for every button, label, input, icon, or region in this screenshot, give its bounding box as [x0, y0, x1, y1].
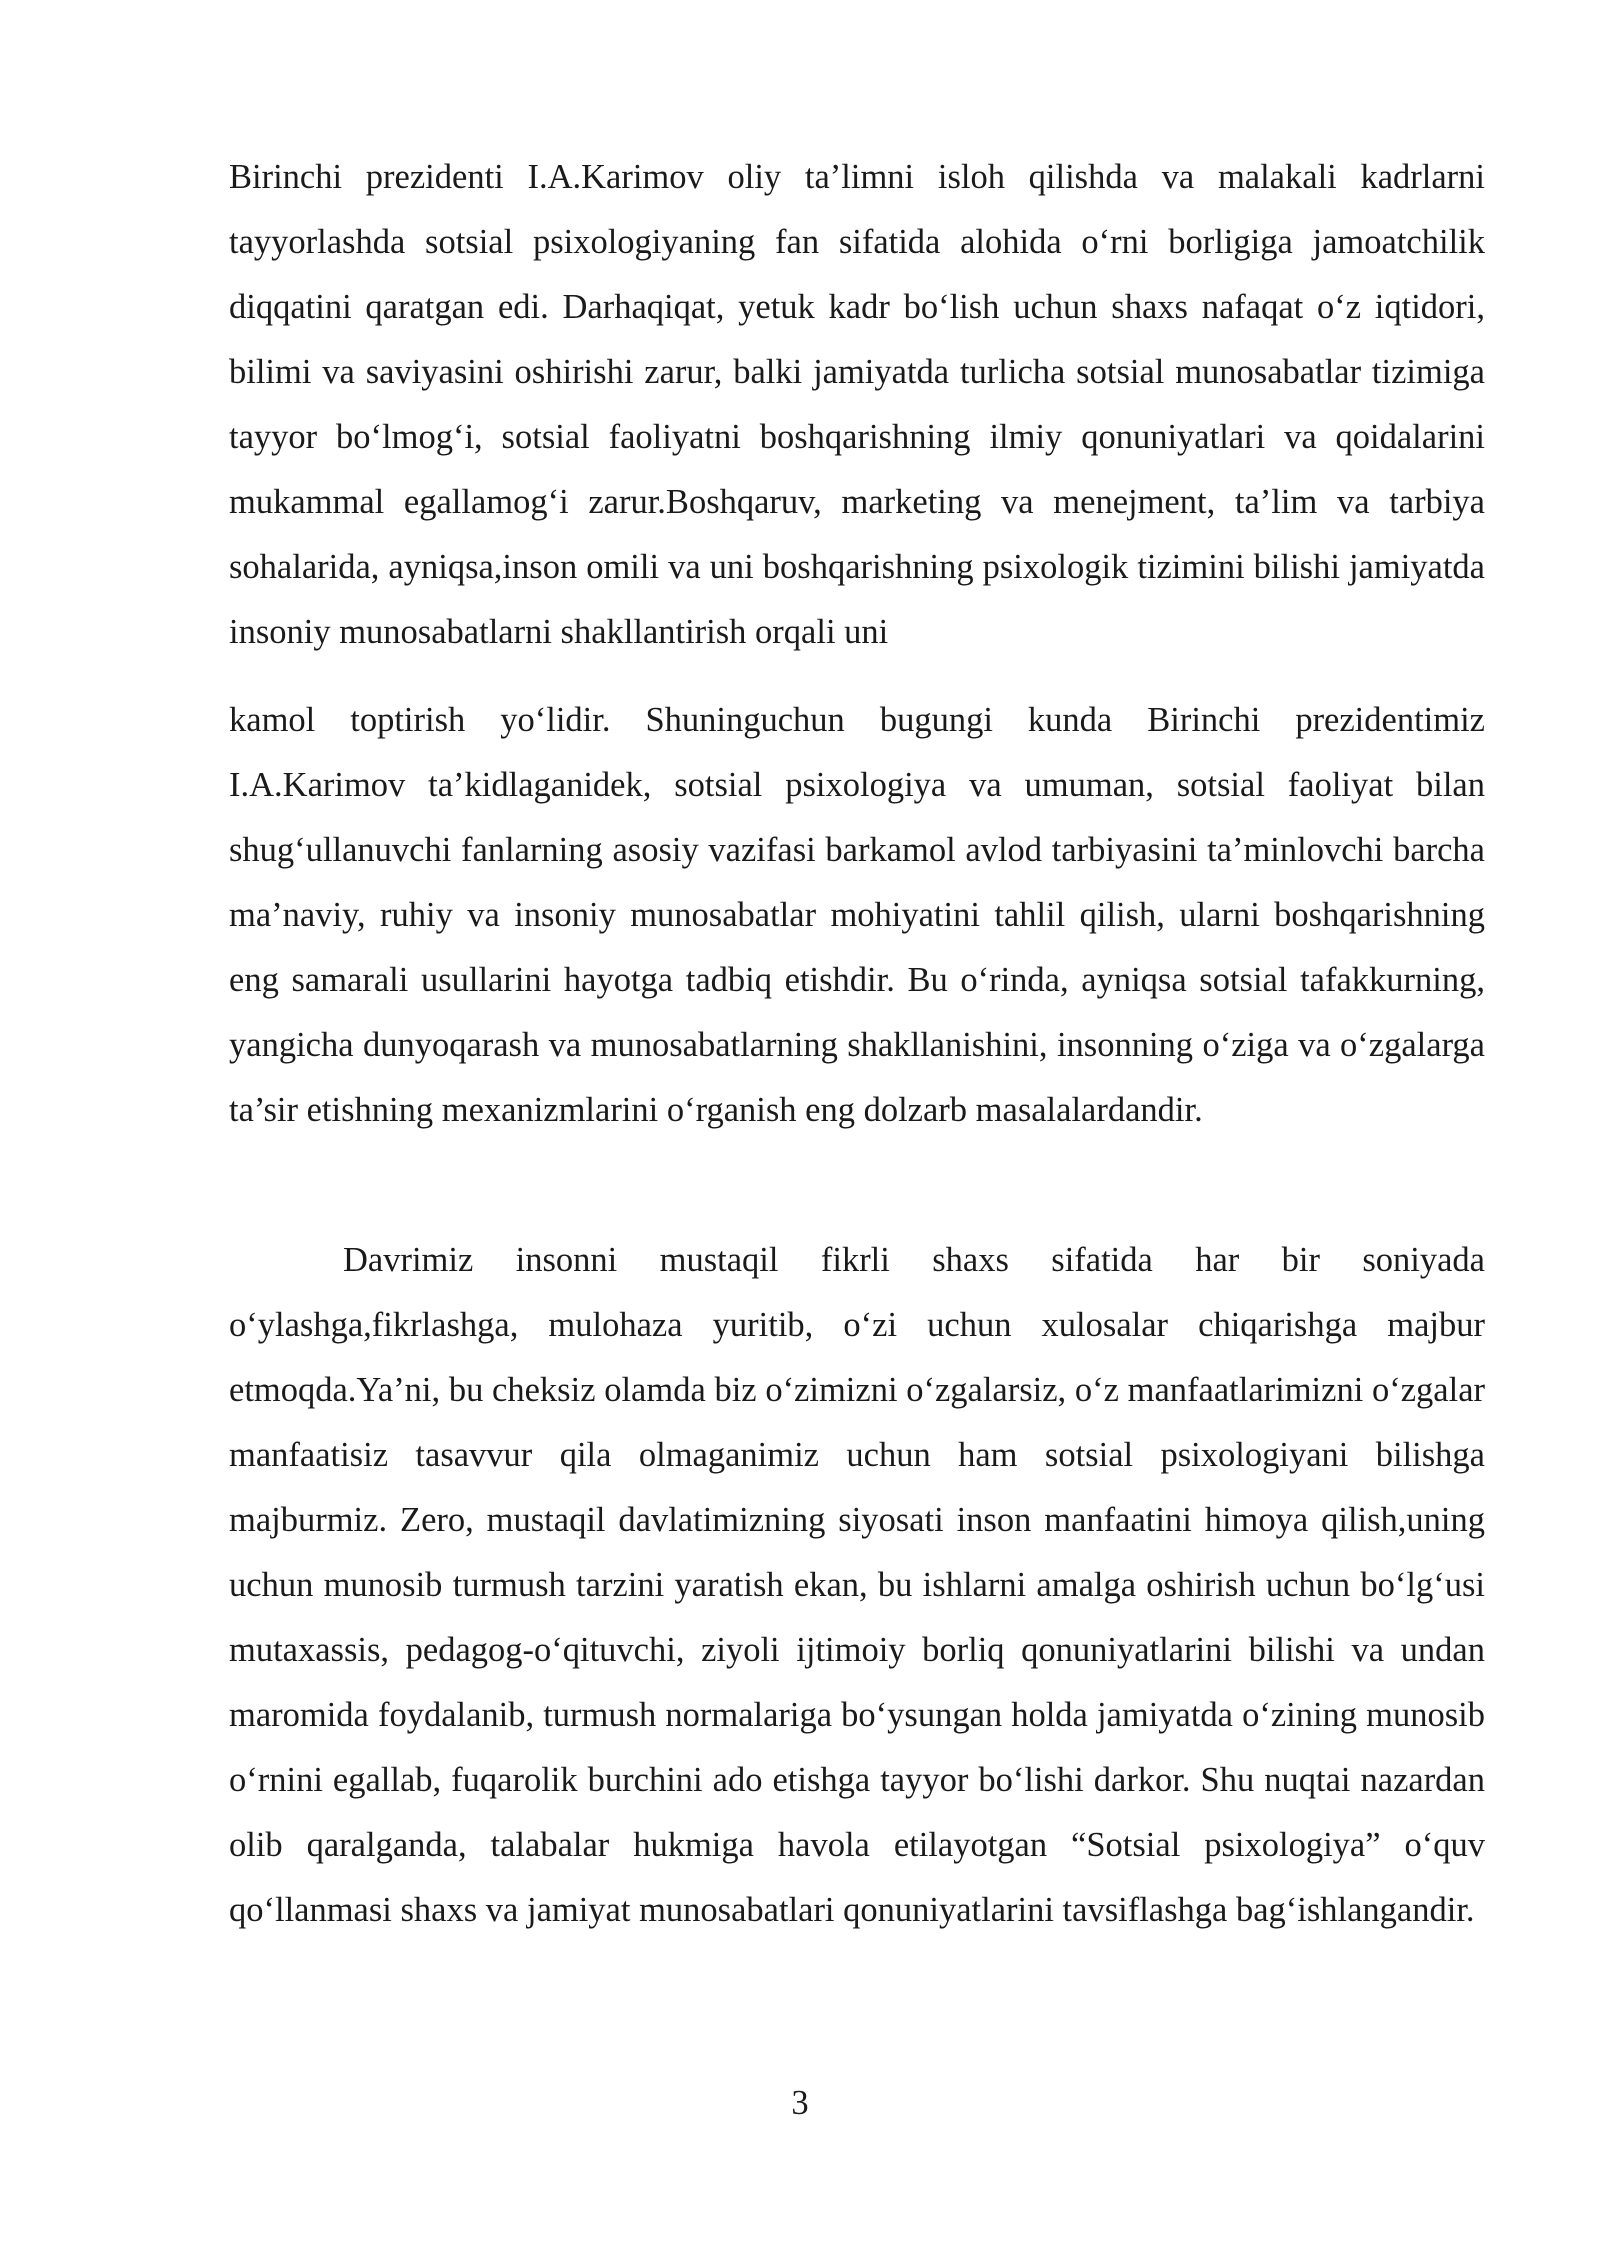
paragraph-1-part-2: kamol toptirish yo‘lidir. Shuninguchun bugungi kunda Birinchi prezidentimiz I.A.Karimov ta’kidlaganidek, sotsial psixologiya va umuman, sotsial faoliyat bilan shug‘ullanuvchi fanlarning asosiy vazifasi barkamol avlod tarbiyasini ta’minlovchi barcha ma’naviy, ruhiy va insoniy munosabatlar mohiyatini tahlil qilish, ularni boshqarishning eng samarali usullarini hayotga tadbiq etishdir. Bu o‘rinda, ayniqsa sotsial tafakkurning, yangicha dunyoqarash va munosabatlarning shakllanishini, insonning o‘ziga va o‘zgalarga ta’sir etishning mexanizmlarini o‘rganish eng dolzarb masalalardandir. [229, 701, 1485, 1129]
page-number: 3 [791, 2084, 809, 2122]
paragraph-2: Davrimiz insonni mustaqil fikrli shaxs sifatida har bir soniyada o‘ylashga,fikrlashga, mulohaza yuritib, o‘zi uchun xulosalar chiqarishga majbur etmoqda.Ya’ni, bu cheksiz olamda biz o‘zimizni o‘zgalarsiz, o‘z manfaatlarimizni o‘zgalar manfaatisiz tasavvur qila olmaganimiz uchun ham sotsial psixologiyani bilishga majburmiz. Zero, mustaqil davlatimizning siyosati inson manfaatini himoya qilish,uning uchun munosib turmush tarzini yaratish ekan, bu ishlarni amalga oshirish uchun bo‘lg‘usi mutaxassis, pedagog-o‘qituvchi, ziyoli ijtimoiy borliq qonuniyatlarini bilishi va undan maromida foydalanib, turmush normalariga bo‘ysungan holda jamiyatda o‘zining munosib o‘rnini egallab, fuqarolik burchini ado etishga tayyor bo‘lishi darkor. Shu nuqtai nazardan olib qaralganda, talabalar hukmiga havola etilayotgan “Sotsial psixologiya” o‘quv qo‘llanmasi shaxs va jamiyat munosabatlari qonuniyatlarini tavsiflashga bag‘ishlangandir. [229, 1241, 1485, 1929]
paragraph-1-part-1: Birinchi prezidenti I.A.Karimov oliy ta’limni isloh qilishda va malakali kadrlarni tayyorlashda sotsial psixologiyaning fan sifatida alohida o‘rni borligiga jamoatchilik diqqatini qaratgan edi. Darhaqiqat, yetuk kadr bo‘lish uchun shaxs nafaqat o‘z iqtidori, bilimi va saviyasini oshirishi zarur, balki jamiyatda turlicha sotsial munosabatlar tizimiga tayyor bo‘lmog‘i, sotsial faoliyatni boshqarishning ilmiy qonuniyatlari va qoidalarini mukammal egallamog‘i zarur.Boshqaruv, marketing va menejment, ta’lim va tarbiya sohalarida, ayniqsa,inson omili va uni boshqarishning psixologik tizimini bilishi jamiyatda insoniy munosabatlarni shakllantirish orqali uni [229, 158, 1485, 651]
